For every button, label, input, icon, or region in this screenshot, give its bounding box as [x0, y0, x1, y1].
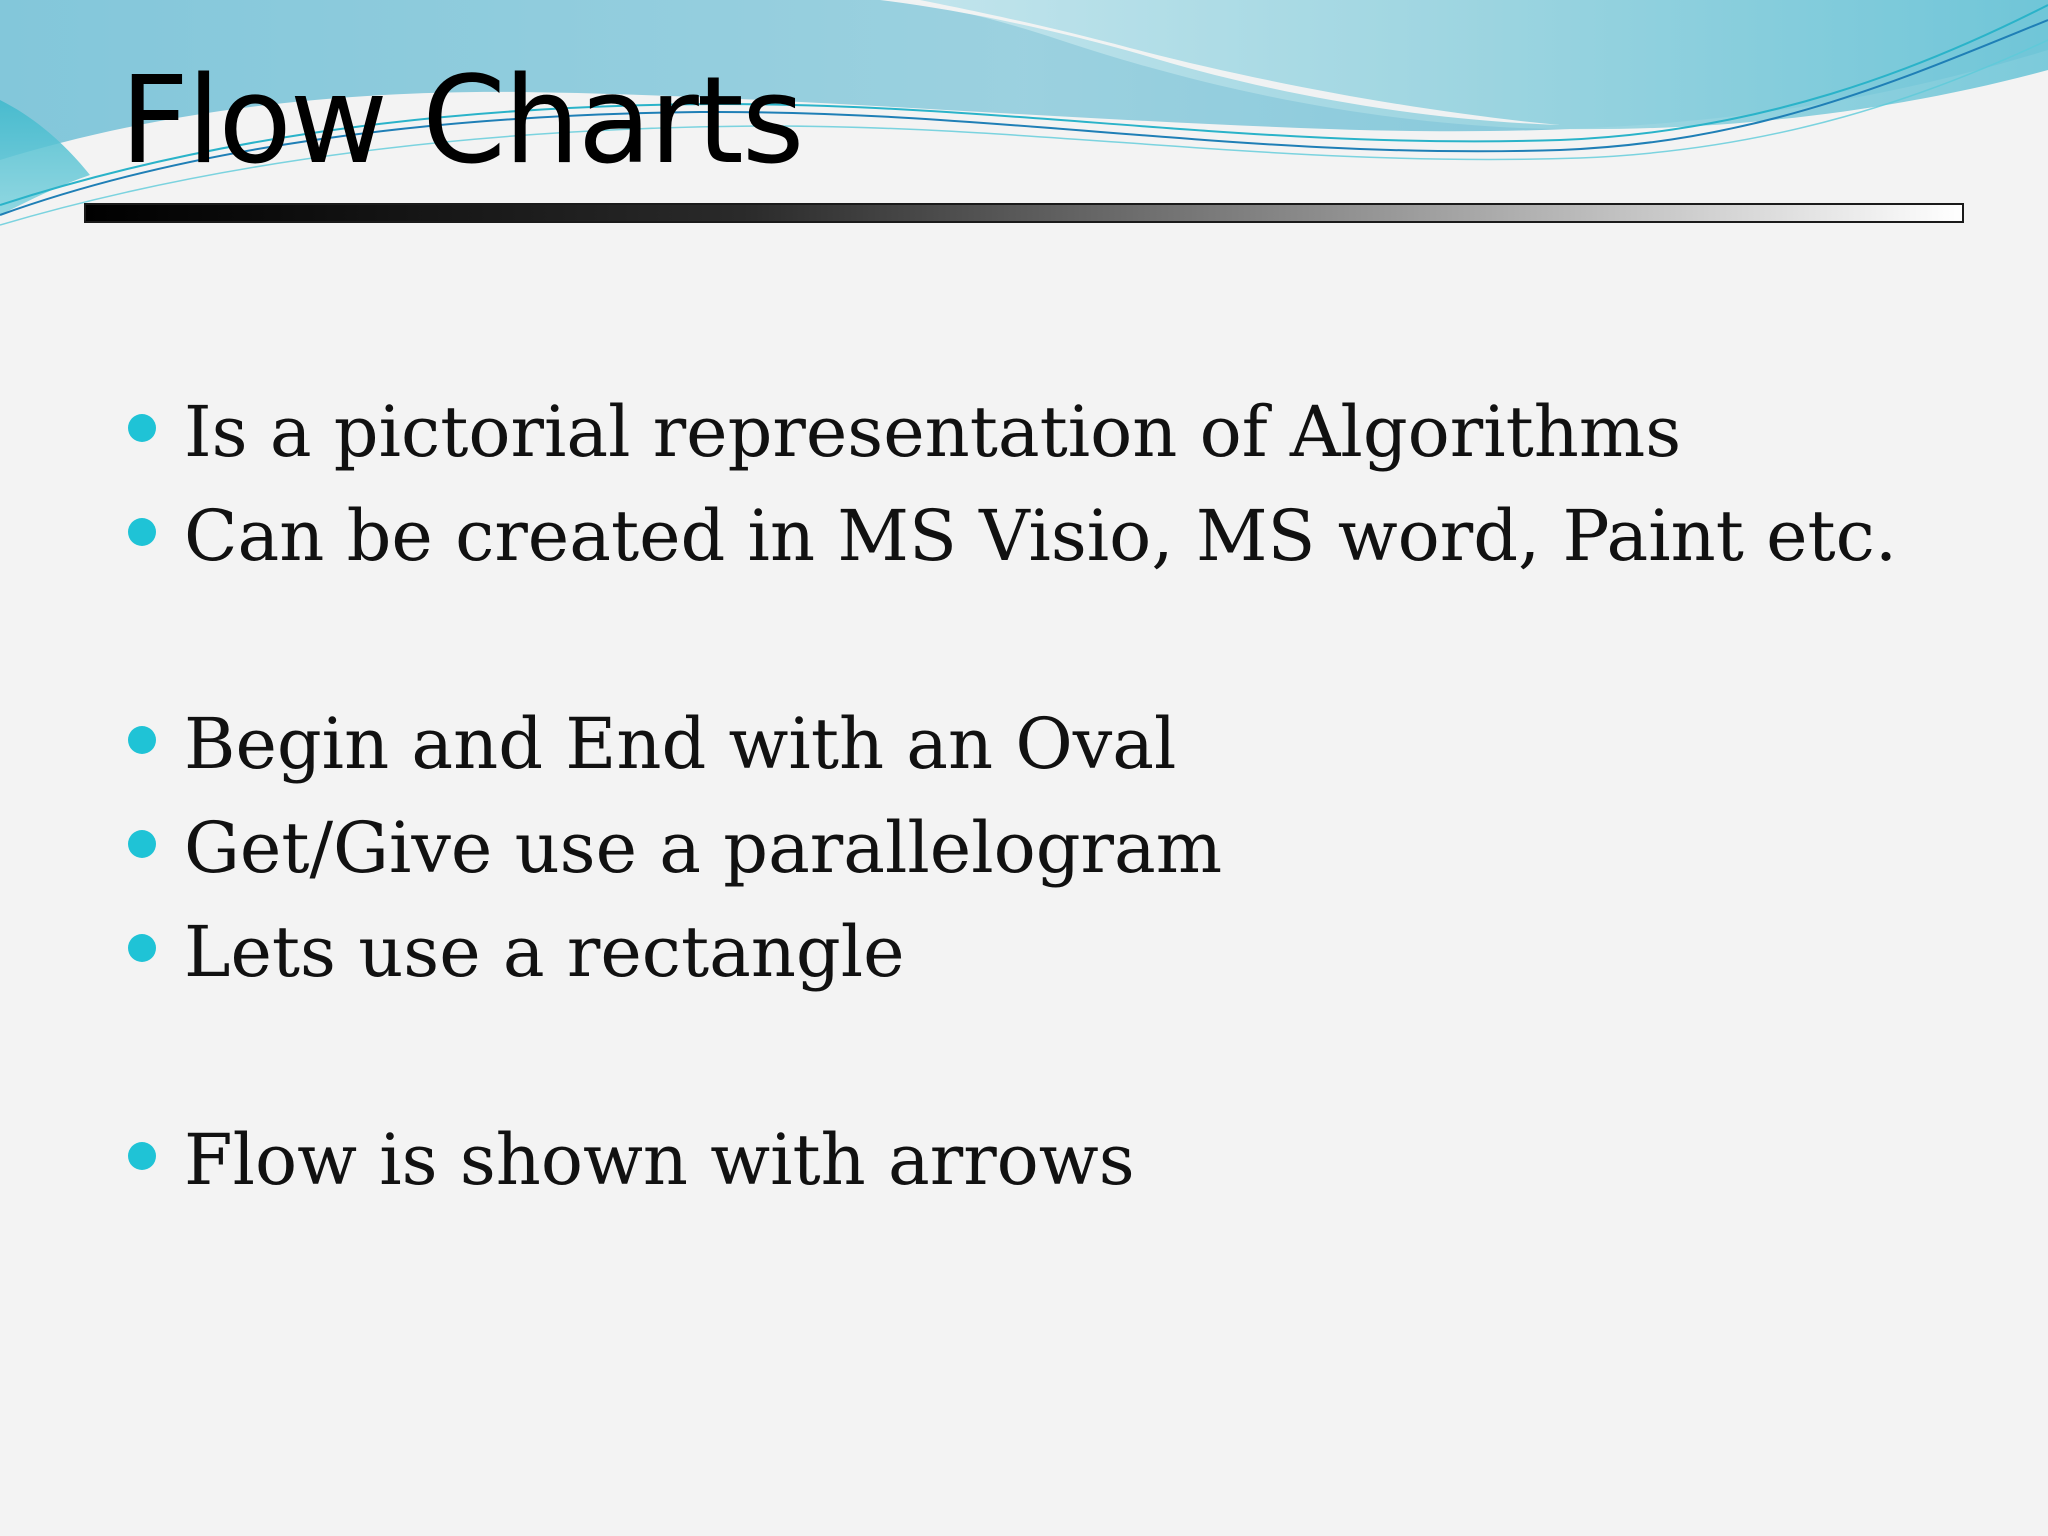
bullet-dot-icon: [128, 1142, 156, 1170]
slide-title: Flow Charts: [120, 52, 803, 191]
bullet-dot-icon: [128, 414, 156, 442]
bullet-dot-icon: [128, 934, 156, 962]
title-underline-rule: [84, 203, 1964, 223]
bullet-item: [128, 692, 1897, 796]
bullet-text: Lets use a rectangle: [184, 911, 905, 993]
bullet-item: [128, 1108, 1897, 1212]
bullet-dot-icon: [128, 726, 156, 754]
bullet-item: [128, 796, 1897, 900]
bullet-dot-icon: [128, 518, 156, 546]
bullet-item: [128, 900, 1897, 1004]
bullet-text: Get/Give use a parallelogram: [184, 807, 1223, 889]
bullet-dot-icon: [128, 830, 156, 858]
bullet-text: Begin and End with an Oval: [184, 703, 1177, 785]
bullet-text: Can be created in MS Visio, MS word, Paint etc.: [184, 495, 1898, 577]
bullet-list: [128, 380, 1897, 1212]
bullet-text: Is a pictorial representation of Algorithms: [184, 391, 1682, 473]
bullet-text: Flow is shown with arrows: [184, 1119, 1135, 1201]
bullet-item: [128, 380, 1897, 484]
bullet-item: [128, 484, 1897, 588]
